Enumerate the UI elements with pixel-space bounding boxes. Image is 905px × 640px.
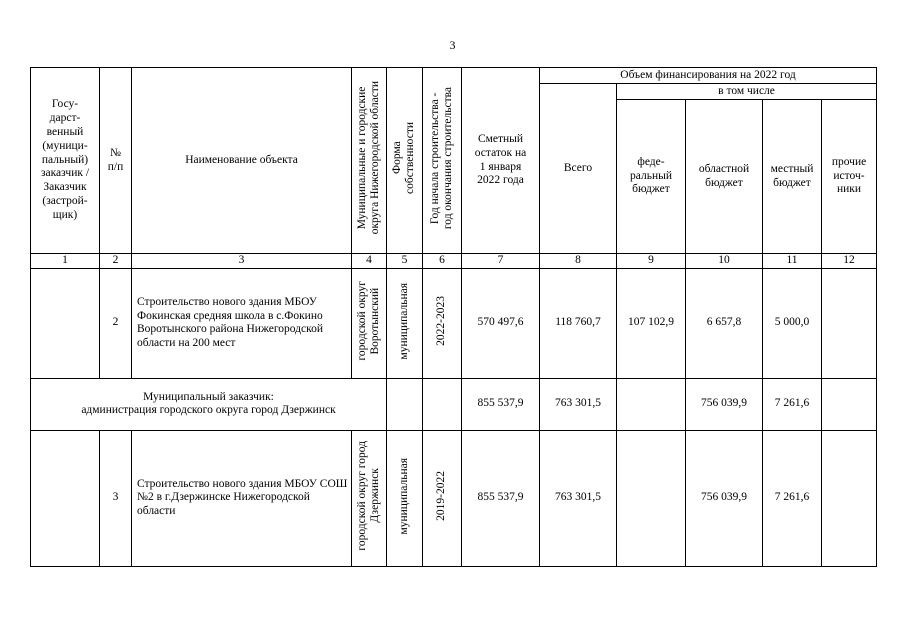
header-regional: областной бюджет <box>686 100 763 254</box>
row-years <box>423 268 462 378</box>
table-row <box>31 268 877 378</box>
column-number: 7 <box>462 254 540 269</box>
row-years-text: 2022-2023 <box>435 295 448 346</box>
customer-group-total: 763 301,5 <box>540 378 617 430</box>
row-municipality-text: городской округ город Дзержинск <box>355 441 381 551</box>
customer-group-estimated-balance: 855 537,9 <box>462 378 540 430</box>
column-numbers-row <box>31 254 877 269</box>
column-number: 11 <box>763 254 822 269</box>
row-object-name: Строительство нового здания МБОУ СОШ №2 в г.Дзержинске Нижегородской области <box>132 430 352 566</box>
column-number: 10 <box>686 254 763 269</box>
row-number: 2 <box>100 268 132 378</box>
column-number: 12 <box>822 254 877 269</box>
row-ownership <box>387 430 423 566</box>
header-municipality <box>352 68 387 254</box>
row-municipality <box>352 430 387 566</box>
row-local: 7 261,6 <box>763 430 822 566</box>
table-row <box>31 430 877 566</box>
column-number: 8 <box>540 254 617 269</box>
column-number: 3 <box>132 254 352 269</box>
row-municipality-text: городской округ Воротынский <box>355 281 381 361</box>
row-local: 5 000,0 <box>763 268 822 378</box>
row-number: 3 <box>100 430 132 566</box>
row-other <box>822 430 877 566</box>
customer-group-years <box>423 378 462 430</box>
customer-group-regional: 756 039,9 <box>686 378 763 430</box>
row-object-name: Строительство нового здания МБОУ Фокинская средняя школа в с.Фокино Воротынского района Нижегородской области на 200 мест <box>132 268 352 378</box>
header-federal: феде- ральный бюджет <box>617 100 686 254</box>
page-number: 3 <box>449 38 456 52</box>
row-years-text: 2019-2022 <box>435 470 448 521</box>
customer-group-local: 7 261,6 <box>763 378 822 430</box>
row-federal <box>617 430 686 566</box>
row-customer <box>31 268 100 378</box>
header-customer: Госу- дарст- венный (муници- пальный) заказчик / Заказчик (застрой- щик) <box>31 68 100 254</box>
row-other <box>822 268 877 378</box>
customer-group-ownership <box>387 378 423 430</box>
financing-table <box>30 67 877 567</box>
header-years <box>423 68 462 254</box>
row-customer <box>31 430 100 566</box>
row-federal: 107 102,9 <box>617 268 686 378</box>
customer-group-row <box>31 378 877 430</box>
column-number: 9 <box>617 254 686 269</box>
customer-group-other <box>822 378 877 430</box>
row-ownership-text: муниципальная <box>397 282 410 360</box>
customer-group-title: Муниципальный заказчик: администрация городского округа город Дзержинск <box>31 378 387 430</box>
header-total: Всего <box>540 84 617 254</box>
row-ownership <box>387 268 423 378</box>
column-number: 5 <box>387 254 423 269</box>
header-financing-volume: Объем финансирования на 2022 год <box>540 68 877 84</box>
row-years <box>423 430 462 566</box>
row-regional: 6 657,8 <box>686 268 763 378</box>
row-ownership-text: муниципальная <box>397 457 410 535</box>
row-total: 118 760,7 <box>540 268 617 378</box>
customer-group-federal <box>617 378 686 430</box>
row-estimated-balance: 570 497,6 <box>462 268 540 378</box>
column-number: 2 <box>100 254 132 269</box>
header-local: местный бюджет <box>763 100 822 254</box>
column-number: 6 <box>423 254 462 269</box>
header-ownership-text: Форма собственности <box>391 122 417 195</box>
header-municipality-text: Муниципальные и городские округа Нижегородской области <box>355 81 381 235</box>
header-including: в том числе <box>617 84 877 100</box>
column-number: 1 <box>31 254 100 269</box>
row-estimated-balance: 855 537,9 <box>462 430 540 566</box>
header-estimated-balance: Сметный остаток на 1 января 2022 года <box>462 68 540 254</box>
row-total: 763 301,5 <box>540 430 617 566</box>
header-years-text: Год начала строительства - год окончания строительства <box>428 87 454 230</box>
header-ownership <box>387 68 423 254</box>
row-regional: 756 039,9 <box>686 430 763 566</box>
header-other: прочие источ- ники <box>822 100 877 254</box>
row-municipality <box>352 268 387 378</box>
header-object-name: Наименование объекта <box>132 68 352 254</box>
column-number: 4 <box>352 254 387 269</box>
header-number: № п/п <box>100 68 132 254</box>
